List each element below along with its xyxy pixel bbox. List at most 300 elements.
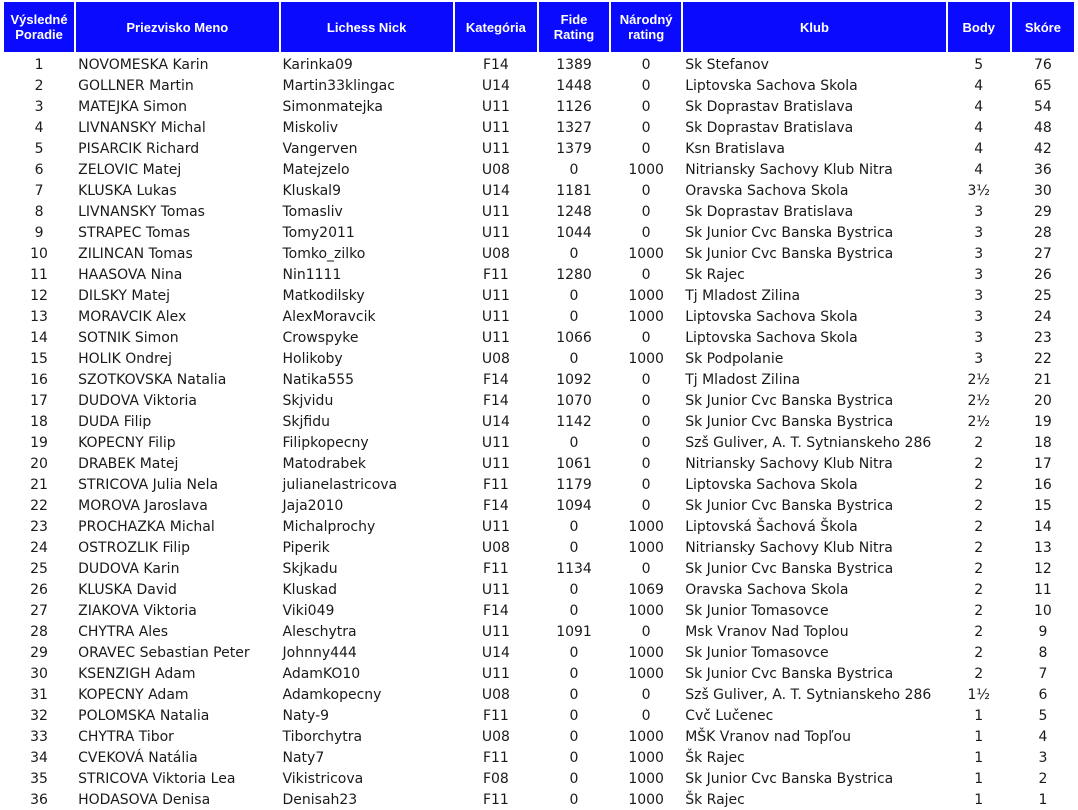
cell-club: Sk Junior Cvc Banska Bystrica [685,224,894,241]
cell-rank: 15 [30,350,48,367]
cell-name: DILSKY Matej [78,287,171,304]
cell-national-rating: 1000 [628,644,664,661]
table-row [4,159,1074,180]
cell-fide-rating: 1448 [556,77,592,94]
cell-points: 2 [974,560,984,577]
cell-rank: 33 [30,728,48,745]
cell-club: Sk Junior Tomasovce [685,602,829,619]
cell-name: HOLIK Ondrej [78,350,172,367]
table-row [4,558,1074,579]
cell-points: 1½ [967,686,990,703]
table-row [4,516,1074,537]
cell-club: Nitriansky Sachovy Klub Nitra [685,539,893,556]
cell-name: ZILINCAN Tomas [78,245,193,262]
cell-rank: 19 [30,434,48,451]
cell-points: 3 [974,287,984,304]
cell-nick: Viki049 [282,602,335,619]
cell-national-rating: 1000 [628,308,664,325]
cell-category: F11 [482,560,509,577]
cell-nick: julianelastricova [282,476,398,493]
cell-nick: Matkodilsky [282,287,365,304]
cell-fide-rating: 1094 [556,497,592,514]
cell-club: Liptovska Sachova Skola [685,476,858,493]
cell-score: 8 [1038,644,1048,661]
cell-score: 76 [1033,56,1052,73]
cell-score: 10 [1033,602,1052,619]
cell-club: Šk Rajec [685,791,745,808]
cell-rank: 25 [30,560,48,577]
cell-points: 3 [974,224,984,241]
cell-rank: 34 [30,749,48,766]
cell-fide-rating: 0 [569,245,579,262]
cell-rank: 27 [30,602,48,619]
cell-club: MŠK Vranov nad Topľou [685,728,851,745]
cell-national-rating: 0 [641,98,651,115]
cell-nick: Skjkadu [282,560,338,577]
cell-score: 1 [1038,791,1048,808]
cell-nick: Natika555 [282,371,355,388]
cell-name: GOLLNER Martin [78,77,194,94]
cell-fide-rating: 0 [569,749,579,766]
cell-nick: Kluskal9 [282,182,341,199]
table-row [4,537,1074,558]
table-row [4,201,1074,222]
cell-category: F14 [482,56,509,73]
cell-national-rating: 0 [641,476,651,493]
table-row [4,285,1074,306]
table-row [4,495,1074,516]
cell-fide-rating: 0 [569,644,579,661]
cell-national-rating: 0 [641,77,651,94]
cell-fide-rating: 0 [569,539,579,556]
cell-national-rating: 0 [641,707,651,724]
table-row [4,642,1074,663]
cell-points: 2½ [967,392,990,409]
cell-rank: 13 [30,308,48,325]
cell-nick: Vangerven [282,140,358,157]
cell-national-rating: 1000 [628,791,664,808]
cell-fide-rating: 1066 [556,329,592,346]
cell-nick: Matodrabek [282,455,367,472]
cell-name: POLOMSKA Natalia [78,707,210,724]
cell-score: 28 [1033,224,1052,241]
cell-rank: 26 [30,581,48,598]
cell-points: 2 [974,581,984,598]
cell-name: CHYTRA Tibor [78,728,174,745]
cell-category: U11 [481,518,510,535]
cell-fide-rating: 0 [569,728,579,745]
cell-score: 48 [1033,119,1052,136]
cell-points: 5 [974,56,984,73]
cell-category: U11 [481,455,510,472]
header-narodny-rating: Národný rating [611,2,681,52]
cell-points: 2 [974,476,984,493]
table-row [4,327,1074,348]
cell-fide-rating: 0 [569,350,579,367]
cell-rank: 2 [34,77,44,94]
cell-nick: Tomy2011 [282,224,355,241]
cell-fide-rating: 0 [569,707,579,724]
cell-nick: Nin1111 [282,266,342,283]
cell-rank: 30 [30,665,48,682]
cell-club: Sk Doprastav Bratislava [685,203,854,220]
cell-rank: 10 [30,245,48,262]
cell-club: Szš Guliver, A. T. Sytnianskeho 286 [685,686,932,703]
cell-nick: Martin33klingac [282,77,395,94]
cell-club: Msk Vranov Nad Toplou [685,623,849,640]
cell-score: 26 [1033,266,1052,283]
cell-score: 30 [1033,182,1052,199]
cell-fide-rating: 0 [569,581,579,598]
cell-rank: 8 [34,203,44,220]
cell-nick: Filipkopecny [282,434,369,451]
cell-points: 3 [974,350,984,367]
cell-nick: AlexMoravcik [282,308,376,325]
cell-national-rating: 0 [641,371,651,388]
cell-fide-rating: 1142 [556,413,592,430]
cell-score: 16 [1033,476,1052,493]
header-meno: Priezvisko Meno [76,2,278,52]
table-row [4,243,1074,264]
cell-fide-rating: 1327 [556,119,592,136]
cell-name: KOPECNY Adam [78,686,189,703]
cell-rank: 20 [30,455,48,472]
cell-points: 3 [974,329,984,346]
cell-nick: Denisah23 [282,791,358,808]
cell-category: U11 [481,308,510,325]
header-row [4,2,1074,52]
table-row [4,747,1074,768]
table-body [4,52,1074,810]
cell-rank: 4 [34,119,44,136]
cell-nick: Naty7 [282,749,325,766]
cell-club: Liptovska Sachova Skola [685,308,858,325]
cell-national-rating: 0 [641,182,651,199]
cell-national-rating: 1000 [628,665,664,682]
cell-rank: 32 [30,707,48,724]
cell-national-rating: 0 [641,56,651,73]
cell-name: ORAVEC Sebastian Peter [78,644,250,661]
cell-name: NOVOMESKA Karin [78,56,209,73]
cell-club: Cvč Lučenec [685,707,774,724]
cell-points: 2 [974,518,984,535]
cell-score: 17 [1033,455,1052,472]
cell-category: F14 [482,497,509,514]
cell-score: 23 [1033,329,1052,346]
cell-name: MATEJKA Simon [78,98,188,115]
cell-score: 25 [1033,287,1052,304]
cell-category: U08 [481,350,510,367]
cell-name: DRABEK Matej [78,455,179,472]
cell-rank: 5 [34,140,44,157]
cell-rank: 16 [30,371,48,388]
cell-fide-rating: 0 [569,686,579,703]
table-row [4,768,1074,789]
cell-nick: Crowspyke [282,329,359,346]
cell-points: 4 [974,98,984,115]
cell-national-rating: 0 [641,329,651,346]
cell-national-rating: 0 [641,224,651,241]
cell-national-rating: 0 [641,203,651,220]
cell-points: 1 [974,728,984,745]
cell-points: 4 [974,161,984,178]
cell-rank: 18 [30,413,48,430]
cell-name: ZIAKOVA Viktoria [78,602,197,619]
table-row [4,621,1074,642]
cell-name: DUDOVA Viktoria [78,392,197,409]
results-table [2,2,1076,810]
cell-score: 21 [1033,371,1052,388]
cell-fide-rating: 1044 [556,224,592,241]
cell-name: KOPECNY Filip [78,434,176,451]
cell-national-rating: 0 [641,413,651,430]
table-row [4,663,1074,684]
cell-fide-rating: 0 [569,602,579,619]
cell-nick: Holikoby [282,350,343,367]
cell-category: F14 [482,392,509,409]
cell-score: 36 [1033,161,1052,178]
cell-name: HAASOVA Nina [78,266,183,283]
cell-score: 5 [1038,707,1048,724]
cell-points: 2 [974,455,984,472]
cell-category: U11 [481,434,510,451]
cell-category: U08 [481,161,510,178]
cell-rank: 6 [34,161,44,178]
cell-rank: 9 [34,224,44,241]
cell-rank: 23 [30,518,48,535]
cell-national-rating: 0 [641,266,651,283]
table-row [4,453,1074,474]
table-row [4,789,1074,810]
cell-category: U08 [481,686,510,703]
cell-national-rating: 1000 [628,518,664,535]
cell-name: DUDOVA Karin [78,560,180,577]
table-row [4,726,1074,747]
cell-points: 4 [974,119,984,136]
cell-score: 13 [1033,539,1052,556]
cell-nick: Adamkopecny [282,686,382,703]
cell-score: 11 [1033,581,1052,598]
cell-club: Liptovská Šachová Škola [685,518,858,535]
cell-national-rating: 0 [641,392,651,409]
cell-score: 15 [1033,497,1052,514]
cell-club: Sk Stefanov [685,56,769,73]
cell-nick: Matejzelo [282,161,350,178]
cell-national-rating: 0 [641,497,651,514]
cell-nick: Tomko_zilko [282,245,366,262]
table-row [4,474,1074,495]
table-row [4,684,1074,705]
cell-club: Nitriansky Sachovy Klub Nitra [685,161,893,178]
cell-national-rating: 0 [641,140,651,157]
cell-points: 2½ [967,371,990,388]
cell-category: U14 [481,644,510,661]
cell-rank: 21 [30,476,48,493]
cell-category: U08 [481,245,510,262]
cell-fide-rating: 1134 [556,560,592,577]
cell-nick: Aleschytra [282,623,357,640]
cell-nick: Skjfidu [282,413,330,430]
cell-club: Sk Junior Cvc Banska Bystrica [685,560,894,577]
cell-name: DUDA Filip [78,413,152,430]
table-row [4,306,1074,327]
cell-national-rating: 1000 [628,539,664,556]
cell-club: Sk Doprastav Bratislava [685,119,854,136]
cell-points: 2 [974,602,984,619]
cell-club: Sk Junior Cvc Banska Bystrica [685,665,894,682]
cell-score: 7 [1038,665,1048,682]
table-row [4,117,1074,138]
cell-category: F11 [482,707,509,724]
cell-score: 4 [1038,728,1048,745]
cell-category: F11 [482,476,509,493]
cell-name: HODASOVA Denisa [78,791,211,808]
cell-category: U11 [481,119,510,136]
table-row [4,348,1074,369]
cell-club: Oravska Sachova Skola [685,581,849,598]
cell-national-rating: 1000 [628,245,664,262]
cell-national-rating: 1000 [628,602,664,619]
cell-name: CHYTRA Ales [78,623,169,640]
cell-score: 14 [1033,518,1052,535]
cell-name: STRICOVA Viktoria Lea [78,770,236,787]
header-nick: Lichess Nick [281,2,453,52]
cell-rank: 36 [30,791,48,808]
header-body: Body [948,2,1010,52]
cell-nick: AdamKO10 [282,665,361,682]
cell-category: U14 [481,413,510,430]
table-row [4,264,1074,285]
cell-category: U08 [481,539,510,556]
cell-rank: 22 [30,497,48,514]
cell-club: Sk Junior Tomasovce [685,644,829,661]
cell-rank: 11 [30,266,48,283]
cell-score: 18 [1033,434,1052,451]
table-header [4,2,1074,52]
cell-rank: 14 [30,329,48,346]
cell-name: LIVNANSKY Tomas [78,203,205,220]
cell-score: 29 [1033,203,1052,220]
cell-points: 3 [974,266,984,283]
cell-rank: 3 [34,98,44,115]
cell-rank: 28 [30,623,48,640]
table-row [4,369,1074,390]
table-row [4,705,1074,726]
cell-name: SZOTKOVSKA Natalia [78,371,227,388]
cell-fide-rating: 0 [569,161,579,178]
header-klub: Klub [683,2,945,52]
cell-nick: Skjvidu [282,392,334,409]
cell-club: Sk Junior Cvc Banska Bystrica [685,770,894,787]
cell-fide-rating: 1389 [556,56,592,73]
cell-category: F08 [482,770,509,787]
cell-points: 1 [974,791,984,808]
cell-name: OSTROZLIK Filip [78,539,191,556]
cell-category: F11 [482,266,509,283]
cell-score: 9 [1038,623,1048,640]
cell-national-rating: 0 [641,686,651,703]
cell-nick: Jaja2010 [282,497,344,514]
cell-nick: Johnny444 [282,644,357,661]
cell-rank: 1 [34,56,44,73]
cell-rank: 31 [30,686,48,703]
cell-score: 27 [1033,245,1052,262]
cell-rank: 35 [30,770,48,787]
cell-category: U11 [481,581,510,598]
table-row [4,579,1074,600]
cell-club: Tj Mladost Zilina [685,371,801,388]
table-row [4,138,1074,159]
cell-score: 22 [1033,350,1052,367]
cell-points: 3 [974,203,984,220]
cell-category: U08 [481,728,510,745]
cell-score: 24 [1033,308,1052,325]
cell-club: Tj Mladost Zilina [685,287,801,304]
cell-score: 3 [1038,749,1048,766]
cell-category: U11 [481,287,510,304]
cell-fide-rating: 0 [569,665,579,682]
cell-national-rating: 1000 [628,287,664,304]
header-fide-rating: Fide Rating [539,2,609,52]
cell-category: F14 [482,602,509,619]
cell-nick: Michalprochy [282,518,376,535]
cell-points: 2 [974,539,984,556]
header-skore: Skóre [1012,2,1074,52]
cell-fide-rating: 1280 [556,266,592,283]
cell-club: Liptovska Sachova Skola [685,77,858,94]
cell-category: U11 [481,665,510,682]
table-row [4,222,1074,243]
cell-club: Sk Junior Cvc Banska Bystrica [685,413,894,430]
cell-category: U11 [481,224,510,241]
cell-name: CVEKOVÁ Natália [78,749,198,766]
cell-points: 1 [974,707,984,724]
header-poradie: Výsledné Poradie [4,2,74,52]
cell-points: 3 [974,245,984,262]
cell-nick: Piperik [282,539,330,556]
cell-club: Sk Podpolanie [685,350,784,367]
cell-points: 3½ [967,182,990,199]
cell-fide-rating: 1091 [556,623,592,640]
cell-fide-rating: 1092 [556,371,592,388]
cell-club: Liptovska Sachova Skola [685,329,858,346]
cell-nick: Tiborchytra [282,728,363,745]
table-row [4,600,1074,621]
cell-fide-rating: 0 [569,518,579,535]
cell-rank: 29 [30,644,48,661]
cell-name: LIVNANSKY Michal [78,119,206,136]
cell-national-rating: 1000 [628,350,664,367]
cell-club: Sk Junior Cvc Banska Bystrica [685,245,894,262]
cell-national-rating: 1000 [628,728,664,745]
cell-rank: 24 [30,539,48,556]
cell-name: PISARCIK Richard [78,140,200,157]
cell-fide-rating: 1126 [556,98,592,115]
table-row [4,96,1074,117]
cell-name: STRICOVA Julia Nela [78,476,219,493]
cell-score: 20 [1033,392,1052,409]
header-kategoria: Kategória [455,2,537,52]
cell-national-rating: 0 [641,455,651,472]
cell-fide-rating: 0 [569,308,579,325]
cell-category: U11 [481,329,510,346]
cell-nick: Naty-9 [282,707,330,724]
cell-points: 2 [974,434,984,451]
cell-national-rating: 1000 [628,161,664,178]
cell-name: KLUSKA Lukas [78,182,177,199]
cell-club: Šk Rajec [685,749,745,766]
cell-fide-rating: 0 [569,287,579,304]
